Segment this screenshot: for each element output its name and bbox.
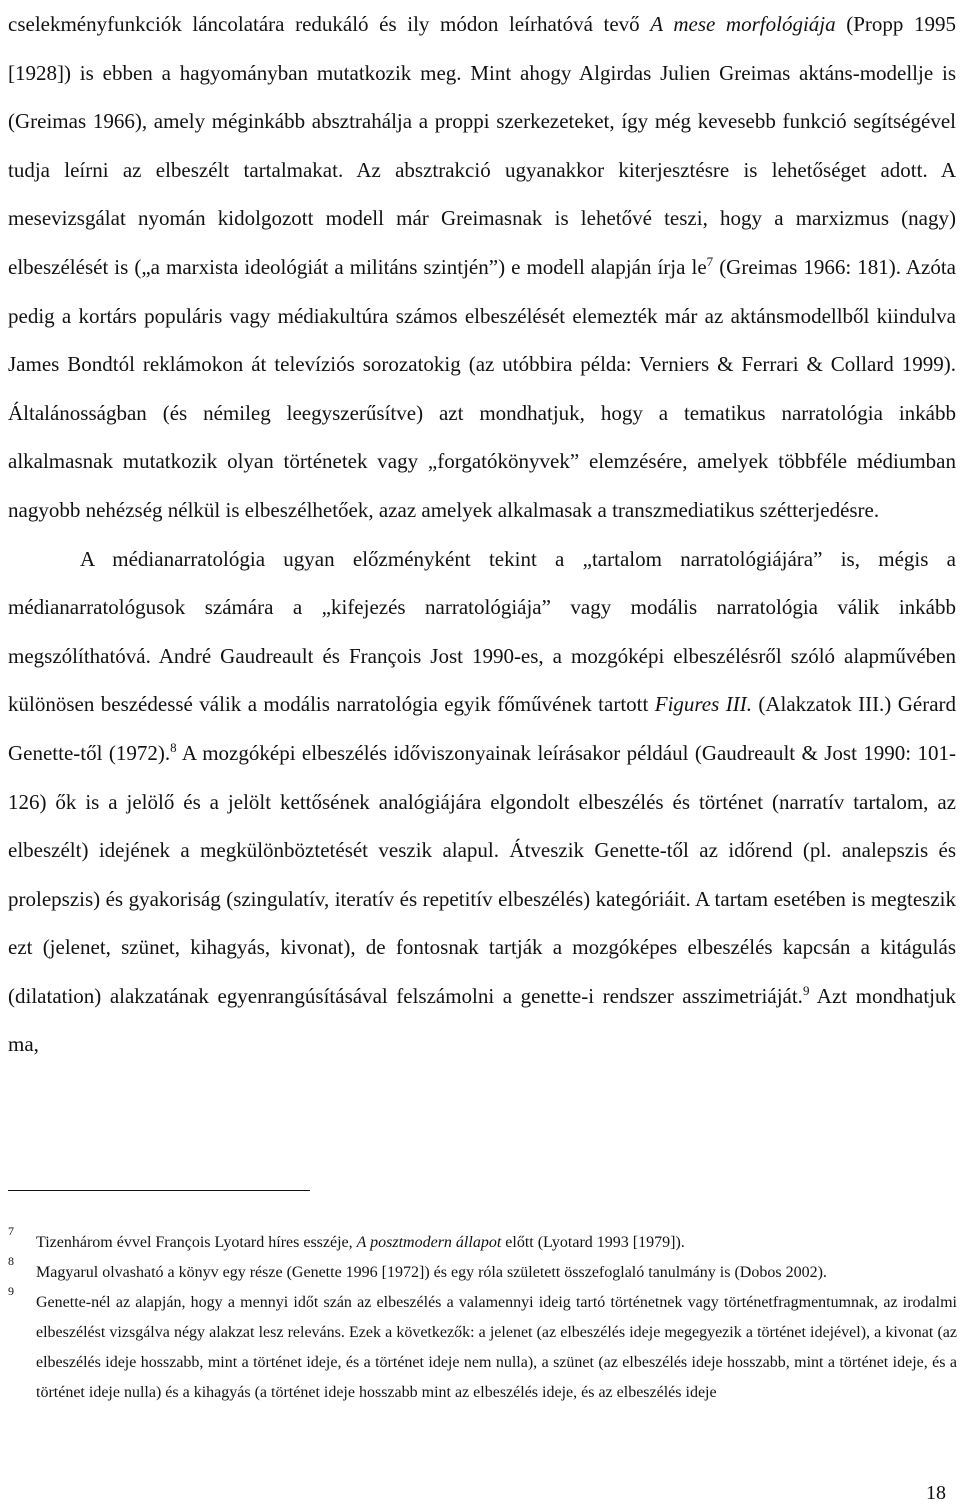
footnotes (8, 1224, 957, 1408)
paragraph-2 (8, 535, 956, 1070)
paragraph-1-text-c: (Greimas 1966: 181). Azóta pedig a kortárs populáris vagy médiakultúra számos elbeszélését elemezték már az aktánsmodellből kiindulva James Bondtól reklámokon át televíziós sorozatokig (az utóbbira példa: Verniers & Ferrari & Collard 1999). Általánosságban (és némileg leegyszerűsítve) azt mondhatjuk, hogy a tematikus narratológia inkább alkalmasnak mutatkozik olyan történetek vagy „forgatókönyvek” elemzésére, amelyek többféle médiumban nagyobb nehézség nélkül is elbeszélhetőek, azaz amelyek alkalmasak a transzmediatikus szétterjedésre. (8, 254, 956, 522)
footnote-text-end: előtt (Lyotard 1993 [1979]). (501, 1234, 685, 1251)
footnote-number: 7 (8, 1224, 14, 1238)
paragraph-2-text-b: (Alakzatok III.) Gérard Genette-től (1972). (8, 692, 957, 765)
footnote-ref-9[interactable]: 9 (802, 982, 810, 998)
footnote-separator (8, 1190, 310, 1191)
footnote-9 (8, 1284, 957, 1408)
footnote-7 (8, 1224, 957, 1258)
footnote-text: Tizenhárom évvel François Lyotard híres esszéje, (36, 1234, 357, 1251)
book-title-figures-iii: Figures III. (654, 692, 752, 717)
paragraph-2-text-d: Azt mondhatjuk ma, (8, 983, 956, 1057)
paragraph-1 (8, 0, 956, 535)
footnote-ref-8[interactable]: 8 (170, 739, 177, 755)
footnote-ref-7[interactable]: 7 (706, 253, 714, 269)
footnote-text: Genette-nél az alapján, hogy a mennyi időt szán az elbeszélés a valamennyi ideig tartó történetnek vagy történetfragmentumnak, az irodalmi elbeszélést vizsgálva négy alakzat lesz releváns. Ezek a következők: a jelenet (az elbeszélés ideje megegyezik a történet idejével), a kivonat (az elbeszélés ideje hosszabb, mint a történet ideje, és a történet ideje nem nulla), a szünet (az elbeszélés ideje hosszabb, mint a történet ideje, és a történet ideje nulla) és a kihagyás (a történet ideje hosszabb mint az elbeszélés ideje, és az elbeszélés ideje (36, 1294, 957, 1401)
footnote-8 (8, 1254, 957, 1288)
footnote-number: 8 (8, 1254, 14, 1268)
footnote-number: 9 (8, 1284, 14, 1298)
paragraph-2-text-a: A médianarratológia ugyan előzményként tekint a „tartalom narratológiájára” is, mégis a médianarratológusok számára a „kifejezés narratológiája” vagy modális narratológia válik inkább megszólíthatóvá. André Gaudreault és François Jost 1990-es, a mozgóképi elbeszélésről szóló alapművében különösen beszédessé válik a modális narratológia egyik főművének tartott (8, 546, 956, 717)
main-text (8, 0, 956, 1069)
paragraph-1-text-a: cselekményfunkciók láncolatára redukáló és ily módon leírhatóvá tevő (8, 12, 651, 36)
paragraph-2-text-c: A mozgóképi elbeszélés időviszonyainak leírásakor például (Gaudreault & Jost 1990: 101-126) ők is a jelölő és a jelölt kettősének analógiájára elgondolt elbeszélés és történet (narratív tartalom, az elbeszélt) idejének a megkülönböztetését veszik alapul. Átveszik Genette-től az időrend (pl. analepszis és prolepszis) és gyakoriság (szingulatív, iteratív és repetitív elbeszélés) kategóriáit. A tartam esetében is megteszik ezt (jelenet, szünet, kihagyás, kivonat), de fontosnak tartják a mozgóképes elbeszélés kapcsán a kitágulás (dilatation) alakzatának egyenrangúsításával felszámolni a genette-i rendszer asszimetriáját. (8, 740, 957, 1008)
page-number: 18 (926, 1482, 946, 1504)
paragraph-1-text-b: (Propp 1995 [1928]) is ebben a hagyományban mutatkozik meg. Mint ahogy Algirdas Julien Greimas aktáns-modellje is (Greimas 1966), amely méginkább absztrahálja a proppi szerkezeteket, így még kevesebb funkció segítségével tudja leírni az elbeszélt tartalmakat. Az absztrakció ugyanakkor kiterjesztésre is lehetőséget adott. A mesevizsgálat nyomán kidolgozott modell már Greimasnak is lehetővé teszi, hogy a marxizmus (nagy) elbeszélését is („a marxista ideológiát a militáns szintjén”) e modell alapján írja le (8, 12, 956, 279)
book-title-mese-morfologiaja: A mese morfológiája (650, 12, 836, 36)
footnote-book-title: A posztmodern állapot (356, 1234, 502, 1251)
footnote-text: Magyarul olvasható a könyv egy része (Genette 1996 [1972]) és egy róla született összefoglaló tanulmány is (Dobos 2002). (36, 1264, 827, 1281)
